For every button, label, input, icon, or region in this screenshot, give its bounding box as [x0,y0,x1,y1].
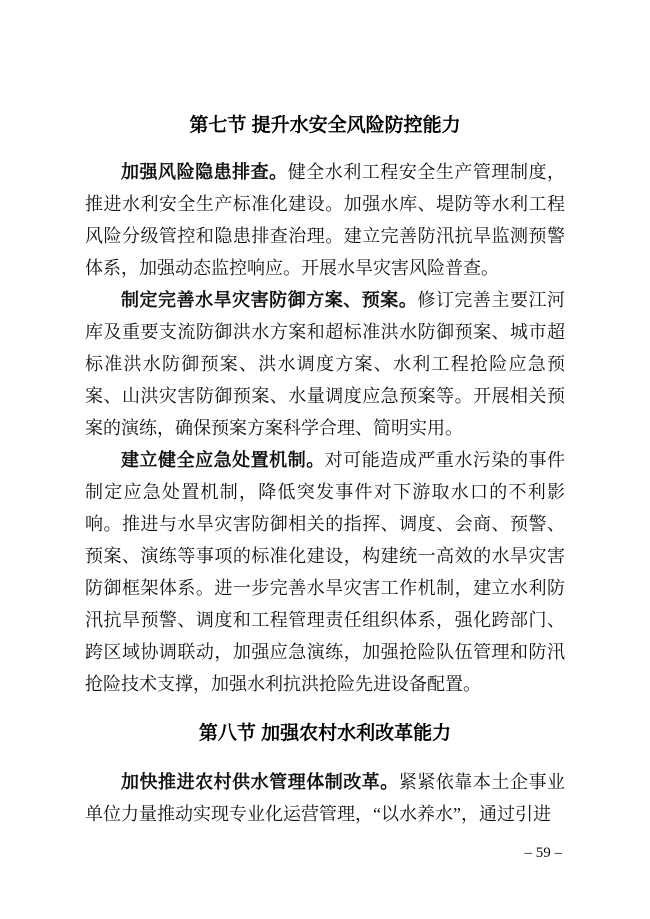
paragraph-disaster-plans-lead: 制定完善水旱灾害防御方案、预案。 [121,290,418,310]
paragraph-emergency-mechanism [85,444,565,700]
section-7-heading: 第七节 提升水安全风险防控能力 [189,115,461,136]
paragraph-emergency-mechanism-text: 对可能造成严重水污染的事件制定应急处置机制，降低突发事件对下游取水口的不利影响。推进与水旱灾害防御相关的指挥、调度、会商、预警、预案、演练等事项的标准化建设，构建统一高效的水旱灾害防御框架体系。进一步完善水旱灾害工作机制，建立水利防汛抗旱预警、调度和工程管理责任组织体系，强化跨部门、跨区域协调联动，加强应急演练，加强抢险队伍管理和防汛抢险技术支撑，加强水利抗洪抢险先进设备配置。 [85,450,566,694]
paragraph-risk-inspection-lead: 加强风险隐患排查。 [121,162,288,182]
paragraph-rural-water-reform-text: 紧紧依靠本土企事业单位力量推动实现专业化运营管理，“以水养水”，通过引进 [85,772,566,824]
paragraph-rural-water-reform-lead: 加快推进农村供水管理体制改革。 [121,772,399,792]
section-8-heading: 第八节 加强农村水利改革能力 [198,723,452,744]
paragraph-emergency-mechanism-lead: 建立健全应急处置机制。 [121,450,325,470]
paragraph-disaster-plans [85,284,565,444]
page-number: – 59 – [524,845,562,861]
paragraph-risk-inspection-text: 健全水利工程安全生产管理制度，推进水利安全生产标准化建设。加强水库、堤防等水利工程风险分级管控和隐患排查治理。建立完善防汛抗旱监测预警体系，加强动态监控响应。开展水旱灾害风险普查。 [85,162,566,278]
paragraph-risk-inspection [85,156,565,284]
paragraph-rural-water-reform [85,766,565,830]
paragraph-disaster-plans-text: 修订完善主要江河库及重要支流防御洪水方案和超标准洪水防御预案、城市超标准洪水防御预案、洪水调度方案、水利工程抢险应急预案、山洪灾害防御预案、水量调度应急预案等。开展相关预案的演练，确保预案方案科学合理、简明实用。 [85,290,566,438]
